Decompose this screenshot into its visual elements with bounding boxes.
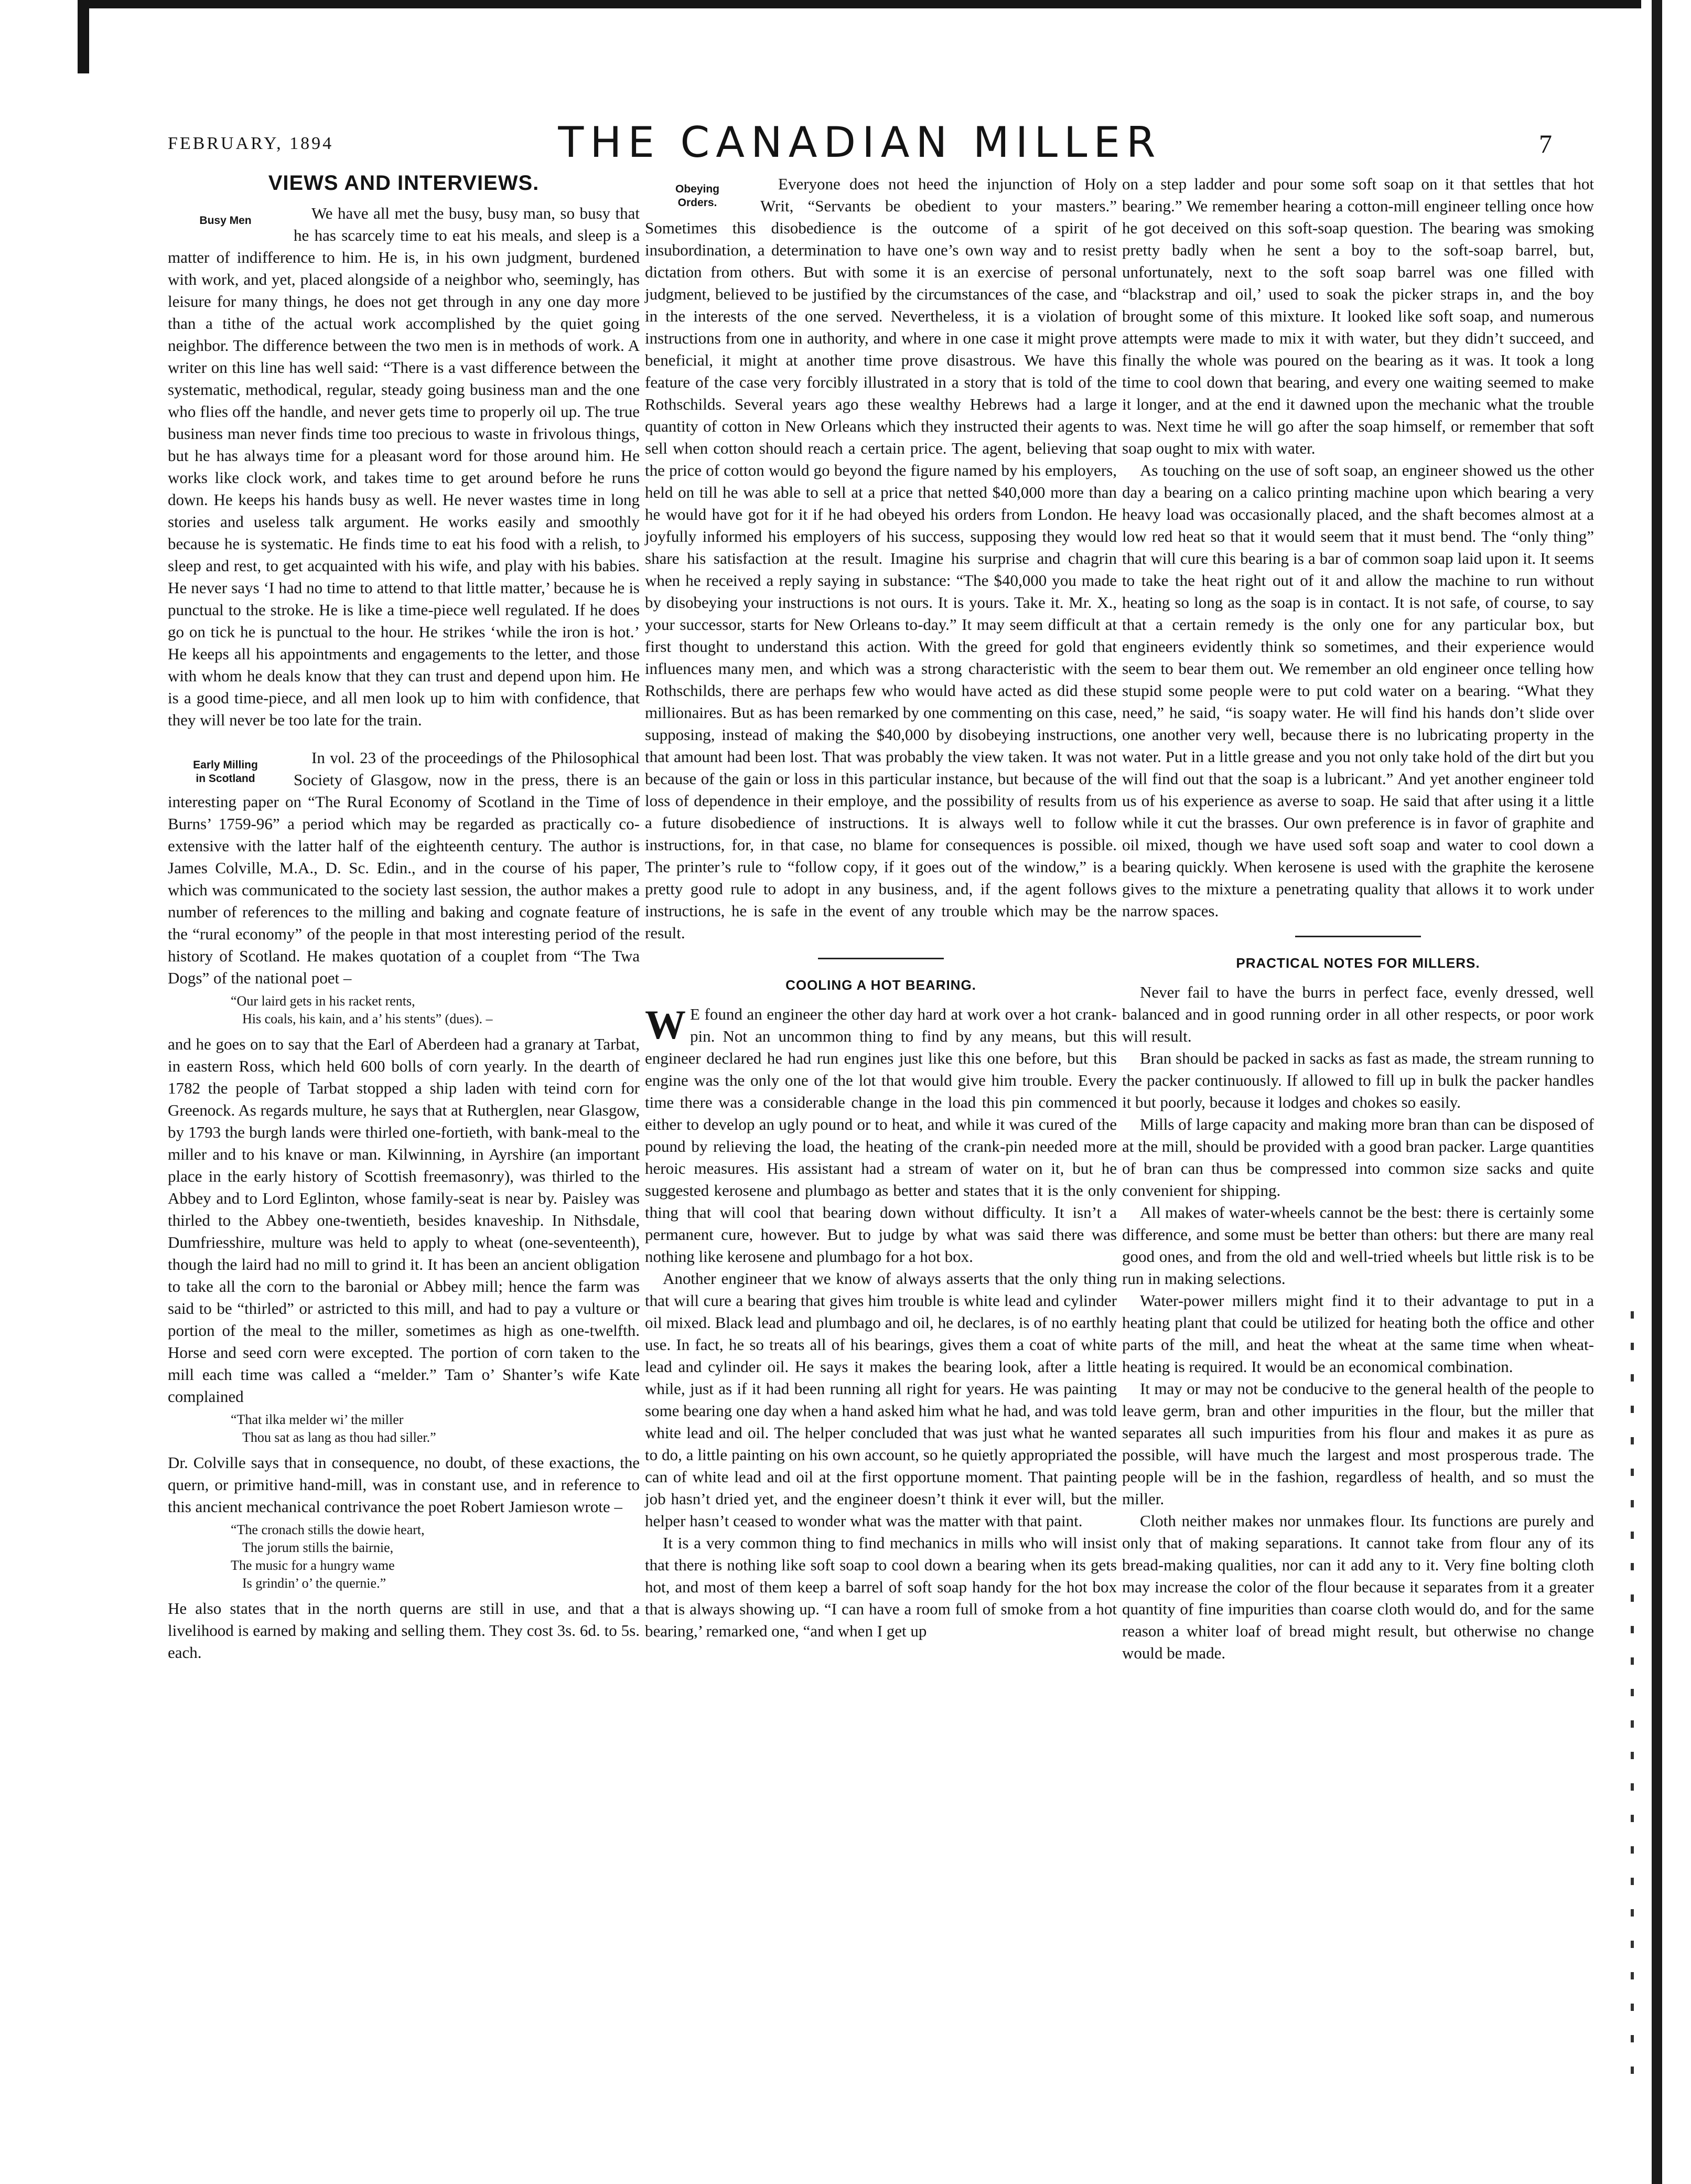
issue-date: FEBRUARY, 1894 — [168, 134, 334, 153]
cooling-title: COOLING A HOT BEARING. — [785, 977, 976, 993]
verse-line: “That ilka melder wi’ the miller — [231, 1412, 404, 1427]
obeying-orders-paragraph: Everyone does not heed the injunction of Holy Writ, “Servants be obedient to your masters.” Sometimes this disobedience is the outcome of a spirit of insubordination, a determination to have one’s own way and to resist dictation from others. But with some it is an exercise of personal judgment, believed to be justified by the circumstances of the case, and in the interests of the one served. Nevertheless, it is a violation of instructions from one in authority, and where in one case it might prove beneficial, it might at another time prove disastrous. We have this feature of the case very forcibly illustrated in a story that is told of the Rothschilds. Several years ago these wealthy Hebrews had a large quantity of cotton in New Orleans which they instructed their agents to sell when cotton should reach a certain price. The agent, believing that the price of cotton would go beyond the figure named by his employers, held on till he was able to sell at a price that netted $40,000 more than he would have got for it if he had obeyed his orders from London. He joyfully informed his employers of his success, supposing they would share his satisfaction at the result. Imagine his surprise and chagrin when he received a reply saying in substance: “The $40,000 you made by disobeying your instructions is not ours. It is yours. Take it. Mr. X., your successor, starts for New Orleans to-day.” It may seem difficult at first thought to understand this action. With the greed for gold that influences many men, and which was a strong characteristic with the Rothschilds, there are perhaps few who would have acted as did these millionaires. But as has been remarked by one commenting on this case, supposing, instead of making the $40,000 by disobeying instructions, that amount had been lost. That was probably the view taken. It was not because of the gain or loss in this particular instance, but because of the loss of dependence in their employe, and the possibility of results from a future disobedience of instructions. It is always well to follow instructions, for, in that case, no blame for consequences is possible. The printer’s rule to “follow copy, if it goes out of the window,” is a pretty good rule to adopt in any business, and, if the agent follows instructions, he is safe in the event of any trouble which may be the result. — [645, 175, 1117, 942]
early-milling-paragraph-2: and he goes on to say that the Earl of Aberdeen had a granary at Tarbat, in eastern Ross, which held 600 bolls of corn yearly. In the dearth of 1782 the people of Tarbat stopped a ship laden with teind corn for Greenock. As regards multure, he says that at Rutherglen, near Glasgow, by 1793 the burgh lands were thirled one-fortieth, with bank-meal to the miller and to his knave or man. Kilwinning, in Ayrshire (an important place in the early history of Scottish freemasonry), was thirled to the Abbey and to Lord Eglinton, whose family-seat is near by. Paisley was thirled to the Abbey one-twentieth, besides knaveship. In Nithsdale, Dumfriesshire, multure was held to apply to wheat (one-seventeenth), though the laird had no mill to grind it. It has been an ancient obligation to take all the corn to the baronial or Abbey mill; hence the farm was said to be “thirled” or astricted to this mill, and had to pay a vulture or portion of the meal to the miller, sometimes as high as one-twelfth. Horse and seed corn were excepted. The portion of corn taken to the mill each time was called a “melder.” Tam o’ Shanter’s wife Kate complained — [168, 1035, 640, 1406]
practical-paragraph-1: Never fail to have the burrs in perfect face, evenly dressed, well balanced and in good running order in all other respects, or poor work will result. — [1122, 983, 1594, 1045]
cooling-paragraph-1 — [645, 1003, 1117, 1268]
left-border-rule — [78, 0, 89, 73]
verse-line: “The cronach stills the dowie heart, — [231, 1522, 425, 1537]
practical-paragraph-7: Cloth neither makes nor unmakes flour. Its functions are purely and only that of making separations. It cannot take from flour any of its bread-making qualities, nor can it add any to it. Very fine bolting cloth may increase the color of the flour because it separates from it a greater quantity of fine impurities than coarse cloth would do, and for the same reason a whiter loaf of bread might result, but otherwise no change would be made. — [1122, 1512, 1594, 1662]
column-1 — [168, 168, 640, 1664]
early-milling-paragraph-1: In vol. 23 of the proceedings of the Philosophical Society of Glasgow, now in the press, there is an interesting paper on “The Rural Economy of Scotland in the Time of Burns’ 1759-96” a period which may be regarded as practically co-extensive with the latter half of the eighteenth century. The author is James Colville, M.A., D. Sc. Edin., and in the course of his paper, which was communicated to the society last session, the author makes a number of references to the milling and baking and cognate feature of the “rural economy” of the people in that most interesting period of the history of Scotland. He makes quotation of a couplet from “The Twa Dogs” of the national poet – — [168, 748, 640, 987]
column-2 — [645, 173, 1117, 1642]
busy-men-label — [168, 214, 283, 228]
drop-cap: W — [645, 1002, 686, 1047]
obeying-orders-label-line2: Orders. — [677, 197, 717, 209]
practical-notes-title: PRACTICAL NOTES FOR MILLERS. — [1236, 955, 1480, 971]
early-milling-paragraph-4: He also states that in the north querns are still in use, and that a livelihood is earned by making and selling them. They cost 3s. 6d. to 5s. each. — [168, 1599, 640, 1662]
early-milling-paragraph-3: Dr. Colville says that in consequence, no doubt, of these exactions, the quern, or primitive hand-mill, was in constant use, and in reference to this ancient mechanical contrivance the poet Robert Jamieson wrote – — [168, 1453, 640, 1516]
section-divider — [1295, 936, 1421, 937]
practical-paragraph-4: All makes of water-wheels cannot be the best: there is certainly some difference, and some must be better than others: but there are many real good ones, and from the old and well-tried wheels but little risk is to be run in making selections. — [1122, 1203, 1594, 1288]
binding-marks — [1631, 1311, 1634, 2098]
column-3 — [1122, 173, 1594, 1664]
cooling-paragraph-3: It is a very common thing to find mechanics in mills who will insist that there is nothing like soft soap to cool down a bearing when its gets hot, and most of them keep a barrel of soft soap handy for the hot box that is always showing up. “I can have a room full of smoke from a hot bearing,’ remarked one, “and when I get up — [645, 1534, 1117, 1640]
section-divider — [818, 958, 944, 959]
verse-line: His coals, his kain, and a’ his stents” (dues). – — [242, 1011, 493, 1026]
verse-line: Is grindin’ o’ the quernie.” — [242, 1576, 386, 1591]
practical-paragraph-5: Water-power millers might find it to their advantage to put in a heating plant that could be utilized for heating both the office and other parts of the mill, and heat the wheat at the same time when wheat-heating is required. It would be an economical combination. — [1122, 1291, 1594, 1376]
practical-paragraph-2: Bran should be packed in sacks as fast as made, the stream running to the packer continuously. If allowed to fill up in bulk the packer handles it but poorly, because it lodges and chokes so easily. — [1122, 1049, 1594, 1111]
early-milling-label — [168, 758, 283, 786]
verse-tam-o-shanter — [231, 1411, 640, 1447]
verse-jamieson — [231, 1521, 640, 1592]
verse-twa-dogs — [231, 992, 640, 1028]
page-edge-shadow — [1652, 0, 1662, 2184]
verse-line: “Our laird gets in his racket rents, — [231, 993, 415, 1009]
cooling-paragraph-1-text: E found an engineer the other day hard at work over a hot crank-pin. Not an uncommon thing to find by any means, but this engineer declared he had run engines just like this one before, but this engine was the only one of the lot that would give him trouble. Every time there was a considerable change in the load this pin commenced either to develop an ugly pound or to heat, and while it was cured of the pound by relieving the load, the heating of the crank-pin needed more heroic measures. His assistant had a stream of water on it, but he suggested kerosene and plumbago as better and states that it is the only thing that will cool that bearing down without difficulty. It isn’t a permanent cure, however. But to judge by what was said there was nothing like kerosene and plumbago for a hot box. — [645, 1005, 1117, 1266]
busy-men-label-text: Busy Men — [199, 215, 252, 227]
cooling-paragraph-4: on a step ladder and pour some soft soap on it that settles that hot bearing.” We remember hearing a cotton-mill engineer telling once how he got deceived on this soft-soap question. The bearing was smoking pretty badly when he sent a boy to the soft-soap barrel, but, unfortunately, next to the soft soap barrel was one filled with “blackstrap and oil,’ used to soak the picker straps in, and the boy brought some of this mixture. It looked like soft soap, and numerous attempts were made to mix it with water, but they didn’t succeed, and finally the whole was poured on the bearing as it was. It took a long time to cool down that bearing, and every one waiting seemed to make it longer, and at the end it dawned upon the mechanic what the trouble was. Next time he will go after the soap himself, or remember that soft soap ought to mix with water. — [1122, 175, 1594, 457]
practical-paragraph-6: It may or may not be conducive to the general health of the people to leave germ, bran and other impurities in the flour, but the miller that separates all such impurities from his flour and makes it as pure as possible, will have much the largest and most prosperous trade. The people will be in the fashion, regardless of health, and so must the miller. — [1122, 1379, 1594, 1508]
obeying-orders-label — [645, 183, 750, 210]
page-number: 7 — [1539, 129, 1552, 158]
practical-paragraph-3: Mills of large capacity and making more bran than can be disposed of at the mill, should be provided with a good bran packer. Large quantities of bran can thus be compressed into common size sacks and quite convenient for shipping. — [1122, 1115, 1594, 1200]
views-title: VIEWS AND INTERVIEWS. — [268, 172, 540, 195]
spacer — [168, 731, 640, 747]
cooling-paragraph-5: As touching on the use of soft soap, an engineer showed us the other day a bearing on a calico printing machine upon which bearing a very heavy load was occasionally placed, and the shaft becomes almost at a low red heat so that it would seem that it must bend. The “only thing” that will cure this bearing is a bar of common soap laid upon it. It seems to take the heat right out of it and allow the machine to run without heating so long as the soap is in contact. It is not safe, of course, to say that a certain remedy is the only one for any particular box, but engineers evidently think so sometimes, and their experience would seem to bear them out. We remember an old engineer once telling how stupid some people were to put cold water on a bearing. “What they need,” he said, “is soapy water. He will find his hands don’t slide over one another very well, because there is no lubricating property in the water. Put in a little grease and you not only take hold of the dirt but you will find out that the soap is a lubricant.” And yet another engineer told us of his experience as averse to soap. He said that after using it a little while it cut the brasses. Our own preference is in favor of graphite and oil mixed, though we have used soft soap and water to cool down a bearing quickly. When kerosene is used with the graphite the kerosene gives to the mixture a penetrating quality that allows it to work under narrow spaces. — [1122, 461, 1594, 920]
early-milling-label-line2: in Scotland — [196, 773, 255, 785]
newspaper-title: THE CANADIAN MILLER — [558, 118, 1162, 167]
masthead — [168, 118, 1552, 176]
cooling-paragraph-2: Another engineer that we know of always asserts that the only thing that will cure a bearing that gives him trouble is white lead and cylinder oil mixed. Black lead and plumbago and oil, he declares, is of no earthly use. In fact, he so treats all of his bearings, gives them a coat of white lead and cylinder oil. He says it makes the bearing look, after a little while, just as if it had been running all right for years. He was painting some bearing one day when a hand asked him what he had, and was told white lead and oil. The helper concluded that was just what he wanted to do, a little painting on his own account, so he quietly appropriated the can of white lead and oil at the first opportune moment. That painting job hasn’t dried yet, and the engineer doesn’t think it ever will, but the helper hasn’t ceased to wonder what was the matter with that paint. — [645, 1269, 1117, 1530]
obeying-orders-label-line1: Obeying — [675, 183, 719, 195]
early-milling-label-line1: Early Milling — [193, 759, 258, 771]
verse-line: The jorum stills the bairnie, — [242, 1540, 394, 1555]
top-border-rule — [79, 0, 1641, 8]
busy-men-paragraph: We have all met the busy, busy man, so busy that he has scarcely time to eat his meals, and sleep is a matter of indifference to him. He is, in his own judgment, burdened with work, and yet, placed alongside of a neighbor who, seemingly, has leisure for many things, he does not get through in any one day more than a tithe of the actual work accomplished by the quiet going neighbor. The difference between the two men is in methods of work. A writer on this line has well said: “There is a vast difference between the systematic, methodical, regular, steady going business man and the one who flies off the handle, and never gets time to properly oil up. The true business man never finds time too precious to waste in frivolous things, but he has always time for a pleasant word for those around him. He works like clock work, and takes time to get around before he runs down. He keeps his hands busy as well. He never wastes time in long stories and useless talk argument. He works easily and smoothly because he is systematic. He finds time to eat his food with a relish, to sleep and rest, to get acquainted with his wife, and play with his babies. He never says ‘I had no time to attend to that little matter,’ because he is punctual to the stroke. He is like a time-piece well regulated. If he does go on tick he is punctual to the hour. He strikes ‘while the iron is hot.’ He keeps all his appointments and engagements to the letter, and those with whom he deals know that they can trust and depend upon him. He is a good time-piece, and all men look up to him with confidence, that they will never be too late for the train. — [168, 204, 640, 729]
verse-line: The music for a hungry wame — [231, 1558, 395, 1573]
verse-line: Thou sat as lang as thou had siller.” — [242, 1430, 436, 1445]
